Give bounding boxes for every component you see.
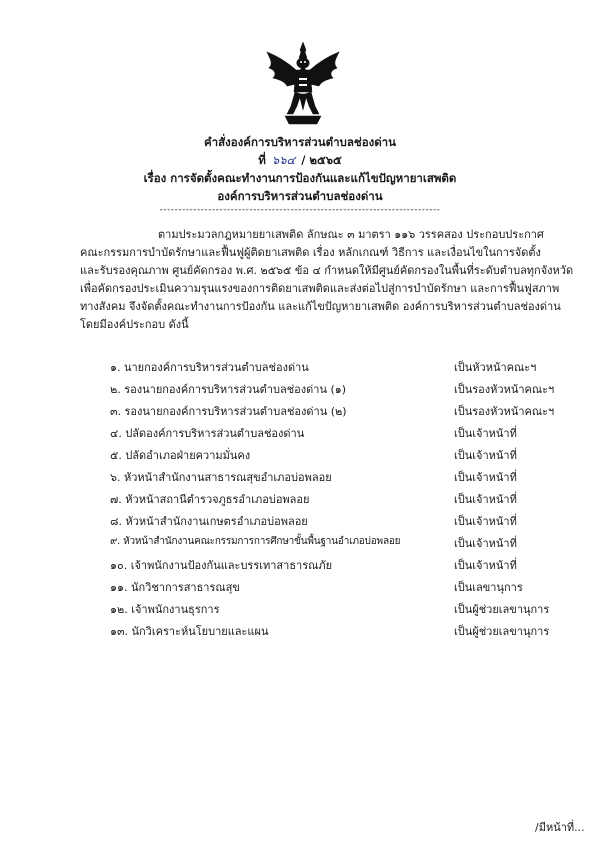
member-role: เป็นรองหัวหน้าคณะฯ — [454, 383, 555, 396]
paragraph-line: และรับรองคุณภาพ ศูนย์คัดกรอง พ.ศ. ๒๕๖๕ ข้อ ๔ กำหนดให้มีศูนย์คัดกรองในพื้นที่ระดับตำบลทุกจังหวัด — [80, 264, 574, 277]
member-position: ๘. หัวหน้าสำนักงานเกษตรอำเภอบ่อพลอย — [110, 515, 308, 528]
member-position: ๗. หัวหน้าสถานีตำรวจภูธรอำเภอบ่อพลอย — [110, 493, 310, 506]
member-position: ๑๓. นักวิเคราะห์นโยบายและแผน — [110, 625, 269, 638]
member-position: ๑. นายกองค์การบริหารส่วนตำบลช่องด่าน — [110, 361, 309, 374]
member-item — [110, 622, 550, 638]
order-subject: เรื่อง การจัดตั้งคณะทำงานการป้องกันและแก้ไขปัญหายาเสพติด — [143, 171, 457, 185]
order-number — [0, 152, 600, 170]
paragraph-line: ทางสังคม จึงจัดตั้งคณะทำงานการป้องกัน และแก้ไขปัญหายาเสพติด องค์การบริหารส่วนตำบลช่องด่าน — [80, 300, 561, 313]
paragraph-line: ตามประมวลกฎหมายยาเสพติด ลักษณะ ๓ มาตรา ๑๑๖ วรรคสอง ประกอบประกาศ — [158, 228, 544, 241]
member-item — [110, 468, 550, 484]
member-position: ๖. หัวหน้าสำนักงานสาธารณสุขอำเภอบ่อพลอย — [110, 471, 332, 484]
order-number-handwritten: ๖๖๔ — [271, 153, 296, 167]
member-role: เป็นรองหัวหน้าคณะฯ — [454, 405, 555, 418]
member-item — [110, 578, 550, 594]
paragraph-line: คณะกรรมการบำบัดรักษาและฟื้นฟูผู้ติดยาเสพติด เรื่อง หลักเกณฑ์ วิธีการ และเงื่อนไขในการจัดตั้ง — [80, 246, 541, 259]
order-issuer-heading: คำสั่งองค์การบริหารส่วนตำบลช่องด่าน — [203, 135, 396, 149]
member-item — [110, 490, 550, 506]
member-position: ๒. รองนายกองค์การบริหารส่วนตำบลช่องด่าน (๑) — [110, 383, 347, 396]
member-item — [110, 446, 550, 462]
member-item — [110, 380, 555, 396]
member-item — [110, 600, 550, 616]
member-role: เป็นเจ้าหน้าที่ — [454, 449, 517, 462]
member-position: ๓. รองนายกองค์การบริหารส่วนตำบลช่องด่าน (๒) — [110, 405, 347, 418]
member-item — [110, 534, 550, 550]
heading-divider: --------------------------------------------------------------------------- — [159, 205, 441, 215]
member-role: เป็นผู้ช่วยเลขานุการ — [454, 625, 550, 638]
paragraph-line: โดยมีองค์ประกอบ ดังนี้ — [80, 318, 189, 331]
paragraph-line: เพื่อคัดกรองประเมินความรุนแรงของการติดยาเสพติดและส่งต่อไปสู่การบำบัดรักษา และการฟื้นฟูสภาพ — [80, 282, 560, 295]
member-role: เป็นเจ้าหน้าที่ — [454, 537, 517, 550]
member-position: ๕. ปลัดอำเภอฝ่ายความมั่นคง — [110, 449, 251, 462]
member-item — [110, 512, 550, 528]
member-position: ๙. หัวหน้าสำนักงานคณะกรรมการการศึกษาขั้นพื้นฐานอำเภอบ่อพลอย — [110, 536, 401, 547]
member-position: ๑๒. เจ้าพนักงานธุรการ — [110, 603, 220, 616]
garuda-emblem-icon — [263, 40, 343, 128]
member-item — [110, 556, 550, 572]
member-position: ๔. ปลัดองค์การบริหารส่วนตำบลช่องด่าน — [110, 427, 305, 440]
member-position: ๑๑. นักวิชาการสาธารณสุข — [110, 581, 240, 594]
member-role: เป็นเลขานุการ — [454, 581, 523, 594]
order-number-year: / ๒๕๖๕ — [301, 153, 342, 167]
member-role: เป็นเจ้าหน้าที่ — [454, 515, 517, 528]
member-role: เป็นเจ้าหน้าที่ — [454, 471, 517, 484]
member-role: เป็นหัวหน้าคณะฯ — [454, 361, 537, 374]
member-item — [110, 358, 550, 374]
order-number-prefix: ที่ — [258, 153, 266, 167]
member-item — [110, 402, 555, 418]
member-role: เป็นเจ้าหน้าที่ — [454, 493, 517, 506]
order-subject-org: องค์การบริหารส่วนตำบลช่องด่าน — [217, 189, 383, 203]
next-page-marker: /มีหน้าที่... — [535, 821, 585, 834]
member-position: ๑๐. เจ้าพนักงานป้องกันและบรรเทาสาธารณภัย — [110, 559, 333, 572]
member-role: เป็นเจ้าหน้าที่ — [454, 559, 517, 572]
member-role: เป็นผู้ช่วยเลขานุการ — [454, 603, 550, 616]
member-role: เป็นเจ้าหน้าที่ — [454, 427, 517, 440]
member-item — [110, 424, 550, 440]
